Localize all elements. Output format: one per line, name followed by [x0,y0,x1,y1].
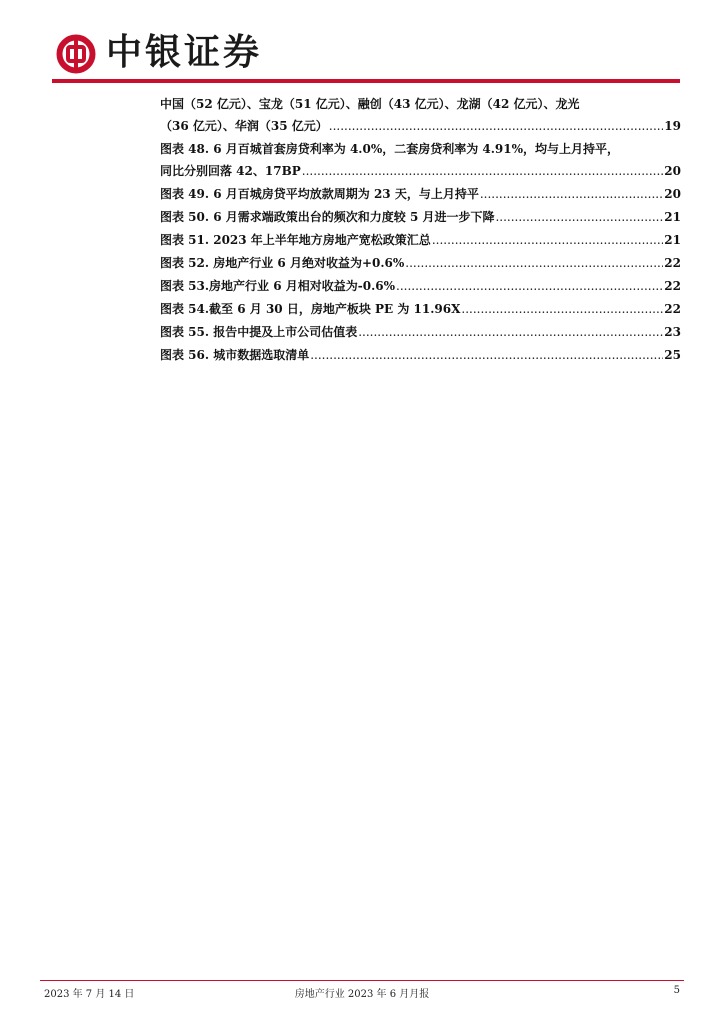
toc-entry[interactable] [160,137,681,182]
dot-leader [432,229,663,251]
dot-leader [310,344,663,366]
toc-entry-text: 图表 52. 房地产行业 6 月绝对收益为+0.6% [160,256,405,270]
toc-page-number: 19 [664,119,681,133]
toc-page-number: 23 [664,325,681,339]
toc-page-number: 25 [664,348,681,362]
brand-name: 中银证券 [106,32,263,73]
toc-entry[interactable] [160,205,681,228]
toc-entry-text: 图表 48. 6 月百城首套房贷利率为 4.0%，二套房贷利率为 4.91%，均与上月持平， [160,142,620,156]
dot-leader [461,298,663,320]
toc-entry[interactable] [160,182,681,205]
toc-entry[interactable] [160,274,681,297]
footer-divider [40,980,684,981]
toc-entry-text: （36 亿元）、华润（35 亿元） [160,119,328,133]
toc-entry-text: 图表 54.截至 6 月 30 日，房地产板块 PE 为 11.96X [160,302,461,316]
footer-date: 2023 年 7 月 14 日 [44,989,135,1000]
dot-leader [329,115,664,137]
table-of-figures [160,92,681,366]
header-divider [52,79,680,83]
toc-page-number: 20 [664,187,681,201]
toc-entry[interactable] [160,228,681,251]
page-header [0,0,724,90]
toc-entry[interactable] [160,320,681,343]
dot-leader [396,275,663,297]
toc-entry[interactable] [160,297,681,320]
dot-leader [405,252,663,274]
toc-entry-text: 图表 51. 2023 年上半年地方房地产宽松政策汇总 [160,233,431,247]
footer-page-number: 5 [673,985,680,996]
toc-entry-text: 中国（52 亿元）、宝龙（51 亿元）、融创（43 亿元）、龙湖（42 亿元）、龙光 [160,97,580,111]
bank-of-china-logo-icon [56,34,96,74]
toc-entry-text: 图表 53.房地产行业 6 月相对收益为-0.6% [160,279,396,293]
toc-entry-text: 图表 56. 城市数据选取清单 [160,348,310,362]
footer-report-title: 房地产行业 2023 年 6 月月报 [294,989,430,1000]
toc-entry[interactable] [160,251,681,274]
toc-entry-text: 同比分别回落 42、17BP [160,164,301,178]
toc-page-number: 22 [664,279,681,293]
dot-leader [495,206,663,228]
toc-page-number: 22 [664,302,681,316]
toc-page-number: 21 [664,210,681,224]
dot-leader [302,160,664,182]
page-footer [44,985,680,1001]
toc-entry-text: 图表 50. 6 月需求端政策出台的频次和力度较 5 月进一步下降 [160,210,495,224]
toc-entry[interactable] [160,343,681,366]
dot-leader [480,183,663,205]
dot-leader [358,321,663,343]
toc-entry[interactable] [160,92,681,137]
toc-entry-text: 图表 49. 6 月百城房贷平均放款周期为 23 天，与上月持平 [160,187,479,201]
toc-page-number: 21 [664,233,681,247]
toc-entry-text: 图表 55. 报告中提及上市公司估值表 [160,325,358,339]
toc-page-number: 22 [664,256,681,270]
toc-page-number: 20 [664,164,681,178]
